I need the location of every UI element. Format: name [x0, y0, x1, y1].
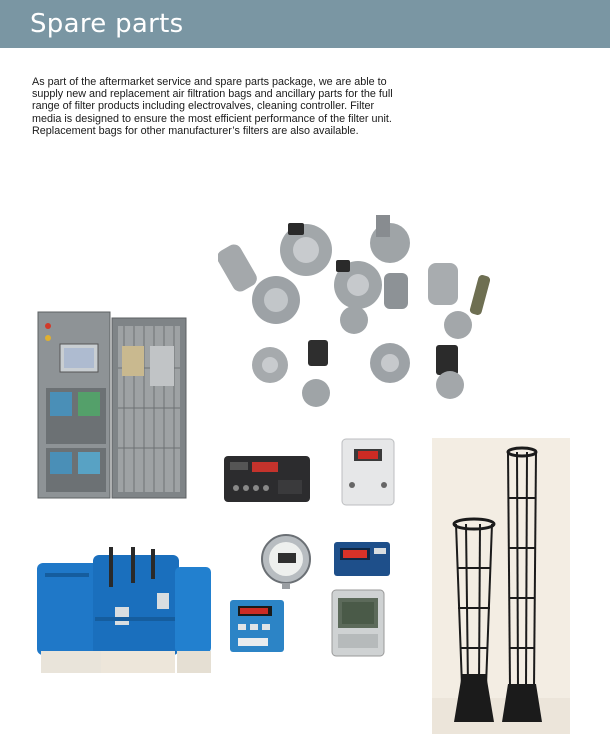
pressure-gauge-image [260, 533, 312, 589]
header-bar [0, 0, 610, 48]
page-title: Spare parts [30, 9, 184, 39]
intro-text [32, 76, 402, 137]
filter-cages-image [432, 438, 570, 734]
junction-box-image [330, 588, 386, 658]
control-cabinet-image [34, 308, 192, 502]
timer-box-image [340, 437, 396, 507]
intro-paragraph: As part of the aftermarket service and spare parts package, we are able to supply new and replacement air filtration bags and ancillary parts for the full range of filter products including electrovalves, cleaning controller. Filter media is designed to ensure the most efficient performance of the filter unit. [32, 76, 393, 125]
controller-panel-image [222, 452, 312, 506]
filter-units-image [35, 547, 215, 677]
digital-display-image [332, 540, 392, 578]
electrovalves-image [218, 205, 490, 415]
intro-paragraph-2: Replacement bags for other manufacturer’s filters are also available. [32, 124, 359, 137]
controller-unit-image [228, 598, 286, 656]
